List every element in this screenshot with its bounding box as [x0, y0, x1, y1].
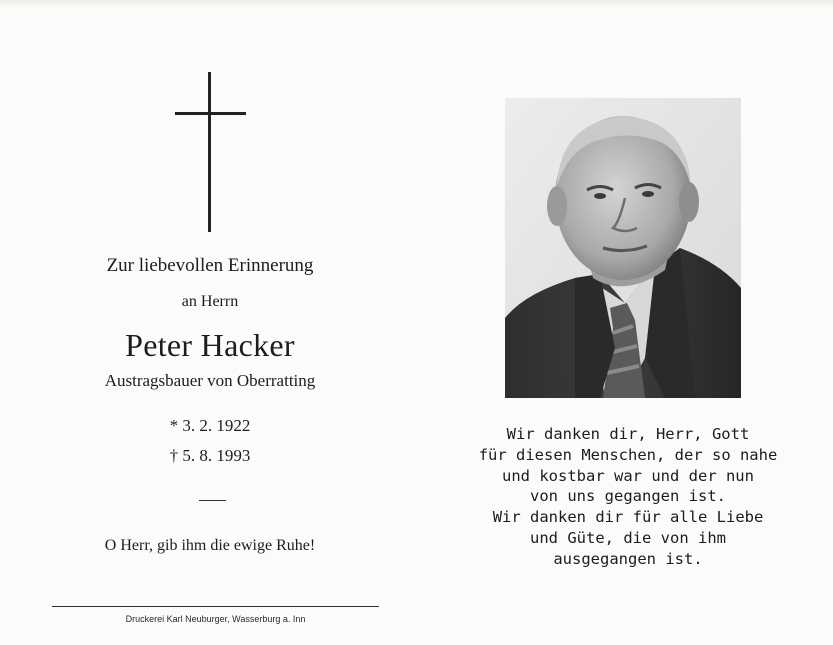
cross-vertical-bar — [208, 72, 211, 232]
short-divider — [199, 500, 226, 501]
intro-text: Zur liebevollen Erinnerung — [106, 255, 314, 276]
deceased-name: Peter Hacker — [125, 327, 295, 363]
portrait-illustration — [505, 98, 741, 398]
verse-line: Wir danken dir, Herr, Gott — [506, 425, 750, 443]
prayer-text: O Herr, gib ihm die ewige Ruhe! — [104, 537, 316, 554]
portrait-photo — [505, 98, 741, 398]
verse-line: ausgegangen ist. — [553, 549, 703, 568]
salutation-text: an Herrn — [181, 293, 239, 310]
verse-line: und kostbar war und der nun — [502, 466, 754, 485]
verse-line: von uns gegangen ist. — [530, 487, 726, 506]
footer-rule — [52, 606, 379, 607]
verse-line: für diesen Menschen, der so nahe — [478, 445, 778, 464]
verse-line: Wir danken dir für alle Liebe — [492, 508, 764, 527]
paper-edge — [0, 0, 833, 8]
death-date: † 5. 8. 1993 — [169, 446, 251, 465]
occupation-text: Austragsbauer von Oberratting — [104, 371, 316, 390]
printer-credit: Druckerei Karl Neuburger, Wasserburg a. Inn — [125, 614, 306, 624]
verse-line: und Güte, die von ihm — [530, 528, 726, 547]
birth-date: * 3. 2. 1922 — [169, 416, 251, 435]
cross-horizontal-bar — [175, 112, 246, 115]
verse-block — [470, 424, 786, 570]
